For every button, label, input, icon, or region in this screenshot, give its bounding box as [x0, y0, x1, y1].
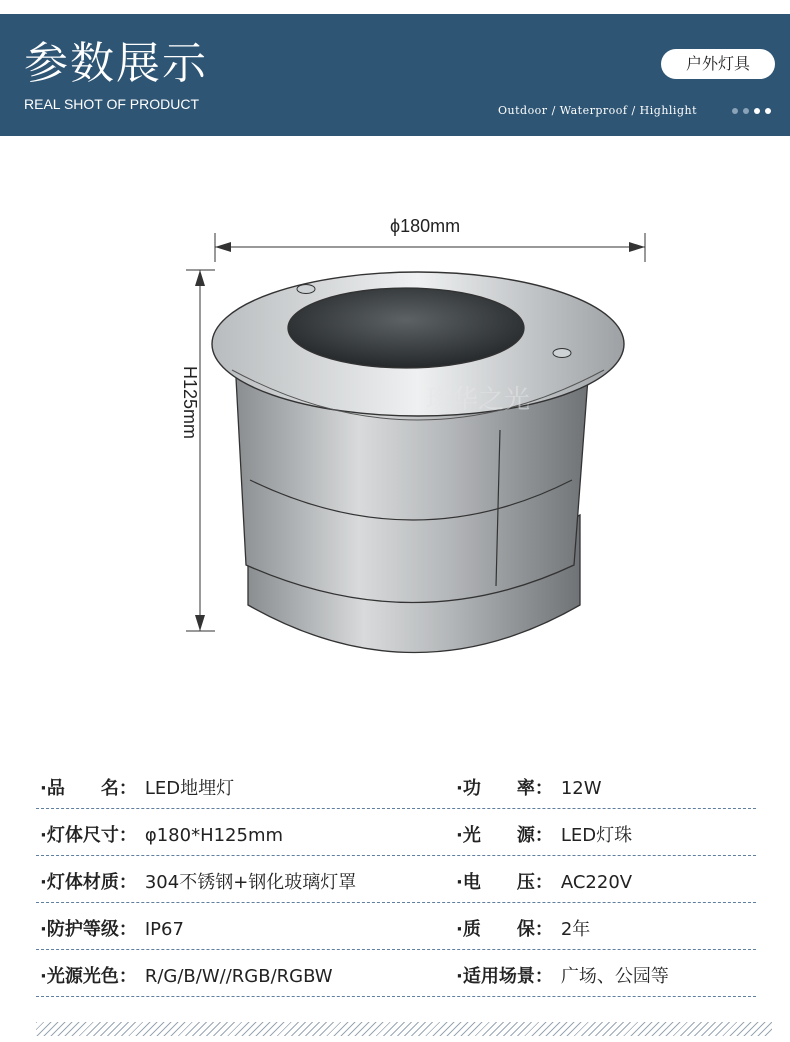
spec-label: ·质 保：: [456, 919, 553, 940]
spec-row: [36, 762, 756, 809]
watermark-text: 璨华之光: [425, 385, 531, 415]
spec-value: 2年: [560, 919, 591, 940]
spec-label: ·电 压：: [456, 872, 553, 893]
spec-value: AC220V: [560, 872, 633, 893]
spec-value: φ180*H125mm: [144, 825, 284, 846]
spec-cell: [456, 915, 590, 941]
spec-value: LED地埋灯: [144, 778, 235, 799]
spec-row: [36, 950, 756, 997]
spec-label: ·品 名：: [40, 778, 137, 799]
spec-label: ·光 源：: [456, 825, 553, 846]
spec-label: ·适用场景：: [456, 966, 553, 987]
spec-value: 广场、公园等: [560, 966, 669, 987]
spec-value: 304不锈钢+钢化玻璃灯罩: [144, 872, 357, 893]
width-dimension-line: [215, 233, 645, 262]
spec-label: ·光源光色：: [40, 966, 137, 987]
dot-icon: [765, 108, 771, 114]
spec-cell: [40, 915, 184, 941]
spec-value: LED灯珠: [560, 825, 633, 846]
category-badge: 户外灯具: [661, 49, 775, 79]
height-dimension-label: H125mm: [180, 365, 201, 440]
spec-label: ·灯体尺寸：: [40, 825, 137, 846]
spec-cell: [40, 868, 356, 894]
height-dimension-line: [186, 270, 215, 631]
decorative-dots: [732, 108, 771, 114]
decorative-stripe: [36, 1022, 772, 1036]
dot-icon: [743, 108, 749, 114]
spec-label: ·灯体材质：: [40, 872, 137, 893]
header-banner: [0, 14, 790, 136]
spec-cell: [40, 774, 234, 800]
page-subtitle: REAL SHOT OF PRODUCT: [24, 96, 200, 112]
product-drawing: [0, 200, 790, 680]
spec-value: R/G/B/W//RGB/RGBW: [144, 966, 333, 987]
spec-value: IP67: [144, 919, 184, 940]
tagline: Outdoor / Waterproof / Highlight: [498, 104, 697, 117]
spec-cell: [456, 774, 602, 800]
spec-row: [36, 856, 756, 903]
dot-icon: [754, 108, 760, 114]
spec-cell: [40, 821, 283, 847]
spec-row: [36, 809, 756, 856]
spec-cell: [456, 962, 669, 988]
dot-icon: [732, 108, 738, 114]
spec-label: ·防护等级：: [40, 919, 137, 940]
spec-value: 12W: [560, 778, 602, 799]
width-dimension-label: ϕ180mm: [390, 216, 461, 236]
spec-label: ·功 率：: [456, 778, 553, 799]
spec-cell: [456, 821, 632, 847]
page-title: 参数展示: [24, 38, 208, 89]
spec-table: [36, 762, 756, 997]
spec-cell: [40, 962, 333, 988]
spec-row: [36, 903, 756, 950]
spec-cell: [456, 868, 632, 894]
